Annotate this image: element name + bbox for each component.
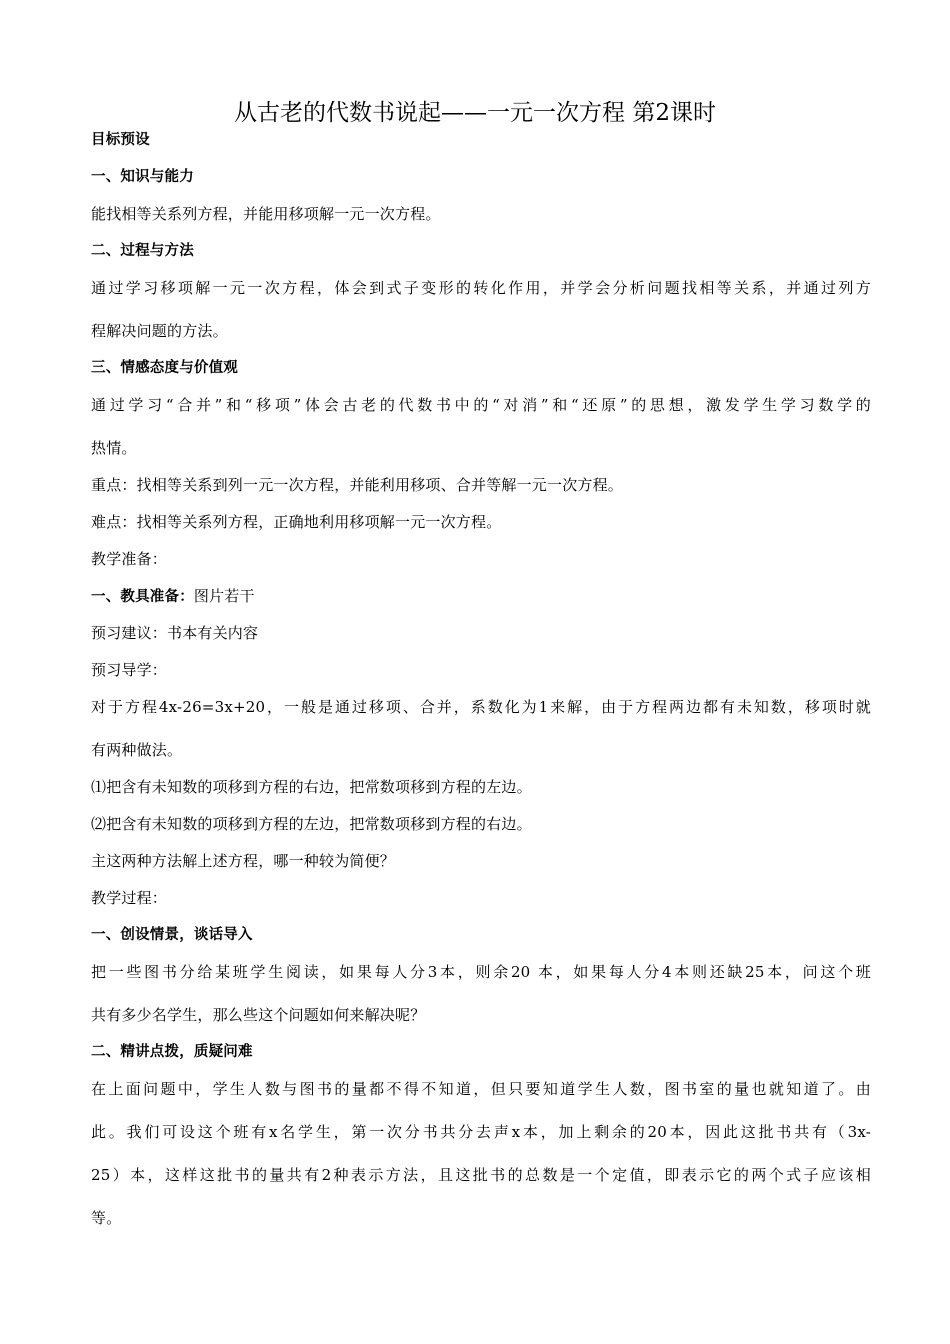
paragraph-line: 有两种做法。 bbox=[91, 741, 183, 759]
page-title: 从古老的代数书说起——一元一次方程 第2课时 bbox=[234, 100, 716, 126]
difficult-point: 难点：找相等关系列方程，正确地利用移项解一元一次方程。 bbox=[91, 513, 502, 531]
paragraph-line: 热情。 bbox=[91, 439, 137, 457]
paragraph-line: 通过学习“合并”和“移项”体会古老的代数书中的“对消”和“还原”的思想，激发学生学习数学的 bbox=[91, 396, 871, 414]
paragraph-line: 通过学习移项解一元一次方程，体会到式子变形的转化作用，并学会分析问题找相等关系，并通过列方 bbox=[91, 279, 871, 297]
preview-guide: 预习导学： bbox=[91, 661, 168, 679]
paragraph-line: 共有多少名学生，那么些这个问题如何来解决呢？ bbox=[91, 1006, 426, 1024]
heading-attitude: 三、情感态度与价值观 bbox=[91, 360, 238, 376]
heading-goals: 目标预设 bbox=[91, 132, 150, 148]
equipment-line bbox=[91, 586, 871, 607]
heading-intro: 一、创设情景，谈话导入 bbox=[91, 927, 253, 943]
preview-suggestion: 预习建议：书本有关内容 bbox=[91, 624, 259, 642]
teaching-process: 教学过程： bbox=[91, 889, 168, 907]
paragraph-line: 对于方程4x-26=3x+20，一般是通过移项、合并，系数化为1来解，由于方程两边都有未知数，移项时就 bbox=[91, 698, 871, 716]
paragraph-line: 主这两种方法解上述方程，哪一种较为简便？ bbox=[91, 852, 396, 870]
heading-process: 二、过程与方法 bbox=[91, 243, 194, 259]
paragraph-line: 能找相等关系列方程，并能用移项解一元一次方程。 bbox=[91, 205, 441, 223]
heading-explain: 二、精讲点拨，质疑问难 bbox=[91, 1044, 253, 1060]
heading-equipment: 一、教具准备： bbox=[91, 589, 194, 605]
teaching-prep: 教学准备： bbox=[91, 550, 168, 568]
paragraph-line: 此。我们可设这个班有x名学生，第一次分书共分去声x本，加上剩余的20本，因此这批书共有（3x- bbox=[91, 1123, 871, 1141]
heading-knowledge: 一、知识与能力 bbox=[91, 169, 194, 185]
paragraph-line: 程解决问题的方法。 bbox=[91, 322, 228, 340]
paragraph-line: 在上面问题中，学生人数与图书的量都不得不知道，但只要知道学生人数，图书室的量也就知道了。由 bbox=[91, 1080, 871, 1098]
list-item: ⑴把含有未知数的项移到方程的右边，把常数项移到方程的左边。 bbox=[91, 778, 532, 796]
paragraph-line: 把一些图书分给某班学生阅读，如果每人分3本，则余20 本，如果每人分4本则还缺25本，问这个班 bbox=[91, 963, 871, 981]
key-point: 重点：找相等关系到列一元一次方程，并能利用移项、合并等解一元一次方程。 bbox=[91, 476, 624, 494]
paragraph-line: 25）本，这样这批书的量共有2种表示方法，且这批书的总数是一个定值，即表示它的两个式子应该相 bbox=[91, 1166, 871, 1184]
paragraph-line: 等。 bbox=[91, 1209, 122, 1227]
list-item: ⑵把含有未知数的项移到方程的左边，把常数项移到方程的右边。 bbox=[91, 815, 532, 833]
equipment-value: 图片若干 bbox=[193, 587, 255, 605]
